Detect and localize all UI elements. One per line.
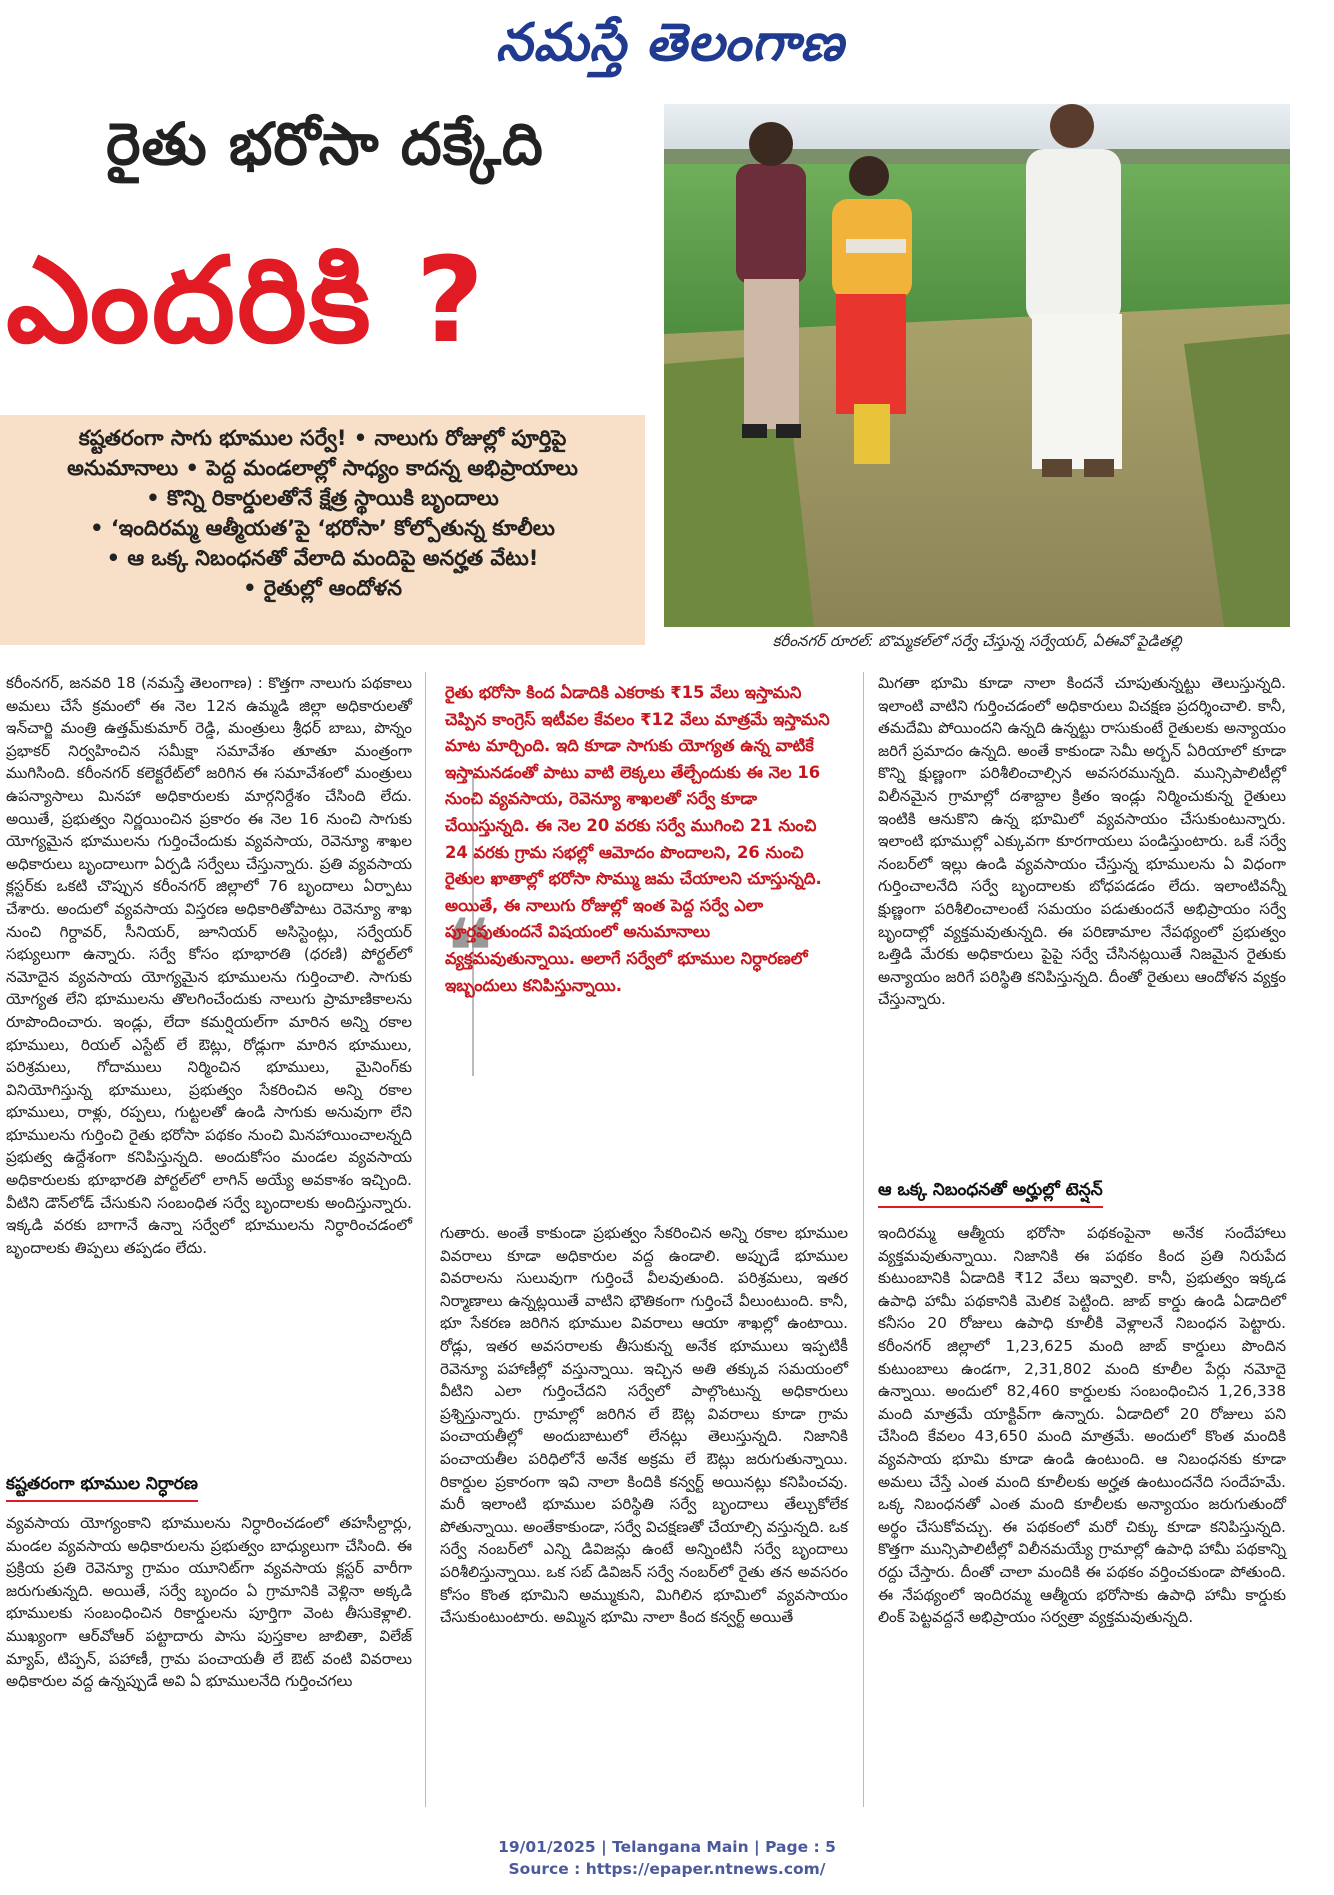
- news-photo: [664, 104, 1290, 627]
- quote-icon: ❝: [445, 900, 494, 1005]
- deck-line: • కొన్ని రికార్డులతోనే క్షేత్ర స్థాయికి బృందాలు: [146, 486, 499, 510]
- photo-caption: కరీంనగర్ రూరల్: బొమ్మకల్‌లో సర్వే చేస్తున్న సర్వేయర్, ఏఈవో పైడితల్లి: [772, 632, 1182, 650]
- article-paragraph: మిగతా భూమి కూడా నాలా కిందనే చూపుతున్నట్టు తెలుస్తున్నది. ఇలాంటి వాటిని గుర్తించడంలో అధికారులు విచక్షణ ప్రదర్శించాలి. కానీ, తమదేమి పోయిందని ఉన్నది ఉన్నట్టు రాసుకుంటే రైతులకు అన్యాయం జరిగే ప్రమాదం ఉన్నది. అంతే కాకుండా సెమీ అర్బన్ ఏరియాలో కూడా కొన్ని క్షుణ్ణంగా పరిశీలించాల్సిన అవసరమున్నది. మున్సిపాలిటీల్లో విలీనమైన గ్రామాల్లో దశాబ్దాల క్రితం ఇండ్లు నిర్మించుకున్న రైతులు ఇంటికి ఆనుకొని ఉన్న భూమిలో వ్యవసాయం చేసుకుంటున్నారు. ఇలాంటి భూముల్లో ఎక్కువగా కూరగాయలు పండిస్తుంటారు. ఒకే సర్వే నంబర్‌లో ఇల్లు ఉండి వ్యవసాయం చేస్తున్న భూములను ఏ విధంగా గుర్తించాలనేది సర్వే బృందాలకు బోధపడడం లేదు. ఇలాంటివన్నీ క్షుణ్ణంగా పరిశీలించాలంటే సమయం పడుతుందనే అభిప్రాయం సర్వే బృందాల్లో వ్యక్తమవుతున్నది. ఈ పరిణామాల నేపథ్యంలో ప్రభుత్వం ఒత్తిడి మేరకు అధికారులు పైపై సర్వే చేసినట్లయితే నిజమైన రైతుకు అన్యాయం జరిగే పరిస్థితి కనిపిస్తున్నది. దీంతో రైతులు ఆందోళన వ్యక్తం చేస్తున్నారు.: [878, 674, 1286, 1009]
- deck-line: • ఆ ఒక్క నిబంధనతో వేలాది మందిపై అనర్హత వేటు!: [106, 546, 539, 570]
- subheading-wrap: [6, 1474, 198, 1502]
- deck-line: • రైతుల్లో ఆందోళన: [243, 576, 402, 600]
- article-column-1: [6, 672, 412, 1259]
- article-column-2: [440, 1222, 848, 1629]
- footer-date-line: 19/01/2025 | Telangana Main | Page : 5: [498, 1838, 836, 1856]
- article-paragraph: వ్యవసాయ యోగ్యంకాని భూములను నిర్ధారించడంలో తహసీల్దార్లు, మండల వ్యవసాయ అధికారులను ప్రభుత్వం బాధ్యులుగా చేసింది. ఈ ప్రక్రియ ప్రతి రెవెన్యూ గ్రామం యూనిట్‌గా వ్యవసాయ క్లస్టర్ వారీగా జరుగుతున్నది. అయితే, సర్వే బృందం ఏ గ్రామానికి వెళ్లినా అక్కడి భూములకు సంబంధించిన రికార్డులను పూర్తిగా వెంట తీసుకెళ్లాలి. ముఖ్యంగా ఆర్‌వోఆర్ పట్టాదారు పాసు పుస్తకాల జాబితా, విలేజ్ మ్యాప్, టిప్పన్, పహాణీ, గ్రామ పంచాయతీ లే ఔట్ వంటి వివరాలు అధికారుల వద్ద ఉన్నప్పుడే అవి ఏ భూములనేది గుర్తించగలు: [6, 1514, 412, 1691]
- masthead-logo: నమస్తే తెలంగాణ: [495, 12, 845, 73]
- deck-line: • ‘ఇందిరమ్మ ఆత్మీయత’పై ‘భరోసా’ కోల్పోతున్న కూలీలు: [90, 516, 555, 540]
- subheading: ఆ ఒక్క నిబంధనతో అర్హుల్లో టెన్షన్: [878, 1180, 1103, 1208]
- page-footer: [0, 1836, 1334, 1880]
- column-divider: [863, 672, 864, 1807]
- article-column-1b: [6, 1512, 412, 1693]
- photo-illustration: [664, 104, 1290, 627]
- footer-source-link[interactable]: Source : https://epaper.ntnews.com/: [508, 1860, 826, 1878]
- subheading-wrap: [878, 1180, 1103, 1208]
- deck-line: అనుమానాలు • పెద్ద మండలాల్లో సాధ్యం కాదన్న అభిప్రాయాలు: [67, 456, 578, 480]
- headline-kicker: రైతు భరోసా దక్కేది: [106, 110, 544, 178]
- column-divider: [425, 672, 426, 1807]
- subheading: కష్టతరంగా భూముల నిర్ధారణ: [6, 1474, 198, 1502]
- article-paragraph: కరీంనగర్, జనవరి 18 (నమస్తే తెలంగాణ) : కొత్తగా నాలుగు పథకాలు అమలు చేసే క్రమంలో ఈ నెల 12న ఉమ్మడి జిల్లా అధికారులతో ఇన్‌చార్జి మంత్రి ఉత్తమ్‌కుమార్ రెడ్డి, మంత్రులు శ్రీధర్ బాబు, పొన్నం ప్రభాకర్ నిర్వహించిన సమీక్షా సమావేశం తూతూ మంత్రంగా ముగిసింది. కరీంనగర్ కలెక్టరేట్‌లో జరిగిన ఈ సమావేశంలో మంత్రులు ఉపన్యాసాలు మినహా అధికారులకు మార్గనిర్దేశం చేసింది లేదు. అయితే, ప్రభుత్వం నిర్ణయించిన ప్రకారం ఈ నెల 16 నుంచి సాగుకు యోగ్యమైన భూములను గుర్తించేందుకు వ్యవసాయ, రెవెన్యూ శాఖల అధికారులు బృందాలుగా ఏర్పడి సర్వేలు చేస్తున్నారు. ప్రతి వ్యవసాయ క్లస్టర్‌కు ఒకటి చొప్పున కరీంనగర్ జిల్లాలో 76 బృందాలు ఏర్పాటు చేశారు. అందులో వ్యవసాయ విస్తరణ అధికారితోపాటు రెవెన్యూ శాఖ నుంచి గిర్దావర్, సీనియర్, జూనియర్ అసిస్టెంట్లు, సర్వేయర్ సభ్యులుగా ఉన్నారు. సర్వే కోసం భూభారతి (ధరణి) పోర్టల్‌లో నమోదైన వ్యవసాయ యోగ్యమైన భూములను గుర్తించాలి. సాగుకు యోగ్యత లేని భూములను తొలగించేందుకు నాలుగు ప్రామాణికాలను రూపొందించారు. ఇండ్లు, లేదా కమర్షియల్‌గా మారిన అన్ని రకాల భూములు, రియల్ ఎస్టేట్ లే ఔట్లు, రోడ్లుగా మారిన భూములు, పరిశ్రమలు, గోదాములు నిర్మించిన భూములు, మైనింగ్‌కు వినియోగిస్తున్న భూములు, ప్రభుత్వం సేకరించిన అన్ని రకాల భూములు, రాళ్లు, రప్పలు, గుట్టలతో ఉండి సాగుకు అనువుగా లేని భూములను గుర్తించి రైతు భరోసా పథకం నుంచి మినహాయించాలన్నది ప్రభుత్వ ఉద్దేశంగా కనిపిస్తున్నది. అందుకోసం మండల వ్యవసాయ అధికారులకు భూభారతి పోర్టల్‌లో లాగిన్ అయ్యే అవకాశం ఇచ్చింది. వీటిని డౌన్‌లోడ్ చేసుకుని సంబంధిత సర్వే బృందాలకు అందిస్తున్నారు. ఇక్కడి వరకు బాగానే ఉన్నా సర్వేలో భూములను నిర్ధారించడంలో బృందాలకు తిప్పలు తప్పడం లేదు.: [6, 674, 412, 1257]
- article-paragraph: ఇందిరమ్మ ఆత్మీయ భరోసా పథకంపైనా అనేక సందేహాలు వ్యక్తమవుతున్నాయి. నిజానికి ఈ పథకం కింద ప్రతి నిరుపేద కుటుంబానికి ఏడాదికి ₹12 వేలు ఇవ్వాలి. కానీ, ప్రభుత్వం ఇక్కడ ఉపాధి హామీ పథకానికి మెలిక పెట్టింది. జాబ్ కార్డు ఉండి ఏడాదిలో కనీసం 20 రోజులు ఉపాధి కూలీకి వెళ్లాలనే నిబంధన పెట్టారు. కరీంనగర్ జిల్లాలో 1,23,625 మంది జాబ్ కార్డులు పొందిన కుటుంబాలు ఉండగా, 2,31,802 మంది కూలీల పేర్లు నమోదై ఉన్నాయి. అందులో 82,460 కార్డులకు సంబంధించిన 1,26,338 మంది మాత్రమే యాక్టివ్‌గా ఉన్నారు. ఏడాదిలో 20 రోజులు పని చేసింది కేవలం 43,650 మంది మాత్రమే. అందులో కొంత మందికి వ్యవసాయ భూమి కూడా ఉండి ఉంటుంది. ఆ నిబంధనకు కూడా అమలు చేస్తే ఎంత మంది కూలీలకు అర్హత ఉంటుందనేది సందేహమే. ఒక్క నిబంధనతో ఎంత మంది కూలీలకు అన్యాయం జరుగుతుందో అర్థం చేసుకోవచ్చు. ఈ పథకంలో మరో చిక్కు కూడా కనిపిస్తున్నది. కొత్తగా మున్సిపాలిటీల్లో విలీనమయ్యే గ్రామాల్లో ఉపాధి హామీ పథకాన్ని రద్దు చేస్తారు. దీంతో చాలా మందికి ఈ పథకం వర్తించకుండా పోతుంది. ఈ నేపథ్యంలో ఇందిరమ్మ ఆత్మీయ భరోసాకు ఉపాధి హామీ కార్డుకు లింక్ పెట్టవద్దనే అభిప్రాయం సర్వత్రా వ్యక్తమవుతున్నది.: [878, 1224, 1286, 1627]
- article-column-3b: [878, 1222, 1286, 1629]
- article-paragraph: గుతారు. అంతే కాకుండా ప్రభుత్వం సేకరించిన అన్ని రకాల భూముల వివరాలు కూడా అధికారుల వద్ద ఉండాలి. అప్పుడే భూముల వివరాలను సులువుగా గుర్తించే వీలవుతుంది. పరిశ్రమలు, ఇతర నిర్మాణాలు ఉన్నట్లయితే వాటిని భౌతికంగా గుర్తించే వీలుంటుంది. కానీ, భూ సేకరణ జరిగిన భూముల వివరాలు ఆయా శాఖల్లో ఉంటాయి. రోడ్లు, ఇతర అవసరాలకు తీసుకున్న అనేక భూములు ఇప్పటికీ రెవెన్యూ పహాణీల్లో వస్తున్నాయి. ఇచ్చిన అతి తక్కువ సమయంలో వీటిని ఎలా గుర్తించేదని సర్వేలో పాల్గొంటున్న అధికారులు ప్రశ్నిస్తున్నారు. గ్రామాల్లో జరిగిన లే ఔట్ల వివరాలు కూడా గ్రామ పంచాయతీల్లో అందుబాటులో లేనట్లు తెలుస్తున్నది. నిజానికి పంచాయతీల పరిధిలోనే అనేక అక్రమ లే ఔట్లు జరుగుతున్నాయి. రికార్డుల ప్రకారంగా ఇవి నాలా కిందికి కన్వర్ట్ అయినట్లు కనిపించవు. మరీ ఇలాంటి భూముల పరిస్థితి సర్వే బృందాలు తేల్చుకోలేక పోతున్నాయి. అంతేకాకుండా, సర్వే విచక్షణతో చేయాల్సి వస్తున్నది. ఒక సర్వే నంబర్‌లో ఎన్ని డివిజన్లు ఉంటే అన్నింటినీ సర్వే బృందాలు పరిశీలిస్తున్నాయి. ఒక సబ్ డివిజన్ సర్వే నంబర్‌లో రైతు తన అవసరం కోసం కొంత భూమిని అమ్ముకుని, మిగిలిన భూమిలో వ్యవసాయం చేసుకుంటుంటారు. అమ్మిన భూమి నాలా కింద కన్వర్ట్ అయితే: [440, 1224, 848, 1627]
- deck-line: కష్టతరంగా సాగు భూముల సర్వే! • నాలుగు రోజుల్లో పూర్తిపై: [78, 426, 567, 450]
- article-column-3: [878, 672, 1286, 1011]
- pull-quote: రైతు భరోసా కింద ఏడాదికి ఎకరాకు ₹15 వేలు ఇస్తామని చెప్పిన కాంగ్రెస్ ఇటీవల కేవలం ₹12 వేలు మాత్రమే ఇస్తామని మాట మార్చింది. ఇది కూడా సాగుకు యోగ్యత ఉన్న వాటికే ఇస్తామనడంతో పాటు వాటి లెక్కలు తేల్చేందుకు ఈ నెల 16 నుంచి వ్యవసాయ, రెవెన్యూ శాఖలతో సర్వే కూడా చేయిస్తున్నది. ఈ నెల 20 వరకు సర్వే ముగించి 21 నుంచి 24 వరకు గ్రామ సభల్లో ఆమోదం పొందాలని, 26 నుంచి రైతుల ఖాతాల్లో భరోసా సొమ్ము జమ చేయాలని చూస్తున్నది. అయితే, ఈ నాలుగు రోజుల్లో ఇంత పెద్ద సర్వే ఎలా పూర్తవుతుందనే విషయంలో అనుమానాలు వ్యక్తమవుతున్నాయి. అలాగే సర్వేలో భూముల నిర్ధారణలో ఇబ్బందులు కనిపిస్తున్నాయి.: [445, 683, 830, 995]
- headline-main: ఎందరికి ?: [6, 231, 487, 369]
- deck-box: [0, 415, 645, 645]
